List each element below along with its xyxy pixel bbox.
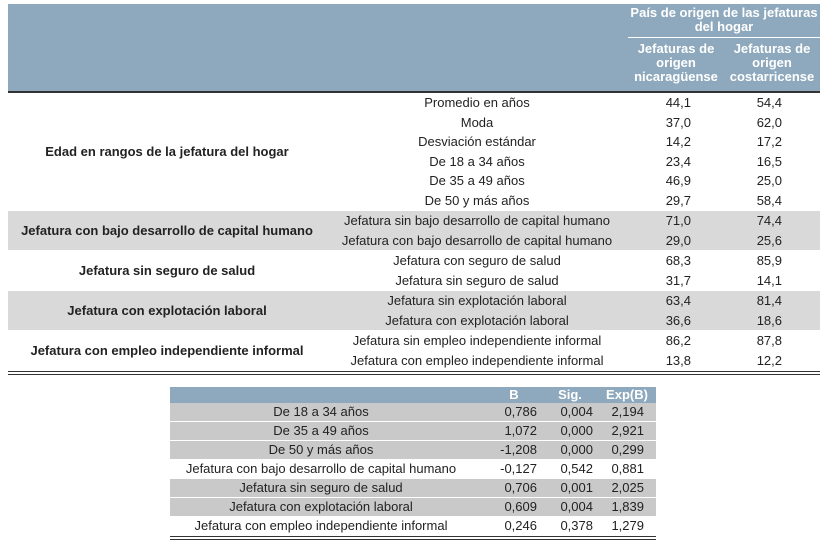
variable-group xyxy=(8,251,820,290)
variable-group xyxy=(8,291,820,330)
value-nicaraguan: 71,0 xyxy=(665,213,691,228)
value-costa-rican: 12,2 xyxy=(756,352,782,368)
exp-b-value: 1,839 xyxy=(611,499,644,514)
header-col-costa-rican: Jefaturas de origen costarricense xyxy=(729,41,815,84)
value-nicaraguan: 68,3 xyxy=(665,253,691,268)
group-label: Jefatura sin seguro de salud xyxy=(78,263,256,278)
header-divider xyxy=(628,37,820,38)
table-rule-bottom-double xyxy=(170,539,656,540)
value-nicaraguan: 37,0 xyxy=(665,114,691,130)
value-nicaraguan: 14,2 xyxy=(665,134,691,149)
sig-value: 0,000 xyxy=(560,442,593,457)
value-costa-rican: 54,4 xyxy=(756,95,782,110)
variable-label: De 18 a 34 años xyxy=(273,404,369,419)
value-nicaraguan: 86,2 xyxy=(665,333,691,348)
table-row xyxy=(170,441,656,460)
value-nicaraguan: 13,8 xyxy=(665,352,691,368)
profile-table-body xyxy=(8,93,820,370)
coef-b: 0,706 xyxy=(504,480,537,495)
regression-table-header xyxy=(170,387,656,403)
profile-table xyxy=(8,4,820,375)
sig-value: 0,001 xyxy=(560,480,593,495)
table-rule-bottom xyxy=(170,536,656,537)
value-nicaraguan: 23,4 xyxy=(665,153,691,169)
variable-group xyxy=(8,331,820,370)
table-row xyxy=(170,517,656,536)
category-label: Desviación estándar xyxy=(418,134,536,149)
category-label: Jefatura con empleo independiente informal xyxy=(350,352,604,368)
table-rule-bottom xyxy=(8,371,820,372)
variable-label: Jefatura con explotación laboral xyxy=(229,499,413,514)
value-nicaraguan: 29,0 xyxy=(665,232,691,248)
group-label: Edad en rangos de la jefatura del hogar xyxy=(45,144,289,159)
header-country-of-origin: País de origen de las jefaturas del hogar xyxy=(630,5,818,34)
value-nicaraguan: 63,4 xyxy=(665,293,691,308)
category-label: Jefatura sin empleo independiente informal xyxy=(352,333,602,348)
variable-label: Jefatura sin seguro de salud xyxy=(239,480,403,495)
value-costa-rican: 14,1 xyxy=(756,272,782,288)
table-rule-bottom-double xyxy=(8,374,820,375)
category-label: Jefatura sin seguro de salud xyxy=(395,272,559,288)
header-exp-b: Exp(B) xyxy=(606,387,648,402)
value-nicaraguan: 36,6 xyxy=(665,312,691,328)
value-costa-rican: 17,2 xyxy=(756,134,782,149)
value-nicaraguan: 29,7 xyxy=(665,192,691,208)
sig-value: 0,542 xyxy=(560,461,593,476)
value-nicaraguan: 31,7 xyxy=(665,272,691,288)
table-row xyxy=(170,479,656,498)
value-costa-rican: 85,9 xyxy=(756,253,782,268)
value-costa-rican: 62,0 xyxy=(756,114,782,130)
category-label: Promedio en años xyxy=(424,95,530,110)
exp-b-value: 2,025 xyxy=(611,480,644,495)
table-row xyxy=(170,460,656,479)
category-label: Jefatura sin explotación laboral xyxy=(387,293,567,308)
sig-value: 0,004 xyxy=(560,404,593,419)
category-label: Jefatura con bajo desarrollo de capital humano xyxy=(341,232,613,248)
value-costa-rican: 87,8 xyxy=(756,333,782,348)
sig-value: 0,378 xyxy=(560,518,593,533)
coef-b: 1,072 xyxy=(504,423,537,438)
sig-value: 0,004 xyxy=(560,499,593,514)
coef-b: -0,127 xyxy=(500,461,537,476)
coef-b: 0,786 xyxy=(504,404,537,419)
table-row xyxy=(170,403,656,422)
coef-b: 0,609 xyxy=(504,499,537,514)
exp-b-value: 0,299 xyxy=(611,442,644,457)
category-label: Jefatura con explotación laboral xyxy=(385,312,569,328)
category-label: Jefatura sin bajo desarrollo de capital humano xyxy=(344,213,610,228)
exp-b-value: 0,881 xyxy=(611,461,644,476)
header-b: B xyxy=(509,387,519,402)
profile-table-header xyxy=(8,4,820,91)
exp-b-value: 2,194 xyxy=(611,404,644,419)
category-label: Jefatura con seguro de salud xyxy=(393,253,561,268)
variable-label: Jefatura con bajo desarrollo de capital humano xyxy=(185,461,457,476)
table-row xyxy=(170,498,656,517)
value-costa-rican: 25,6 xyxy=(756,232,782,248)
coef-b: -1,208 xyxy=(500,442,537,457)
value-costa-rican: 74,4 xyxy=(756,213,782,228)
variable-group xyxy=(8,93,820,210)
header-col-nicaraguan: Jefaturas de origen nicaragüense xyxy=(634,41,718,84)
variable-group xyxy=(8,211,820,250)
value-costa-rican: 25,0 xyxy=(756,173,782,188)
regression-table-body xyxy=(170,403,656,536)
category-label: De 35 a 49 años xyxy=(429,173,525,188)
exp-b-value: 1,279 xyxy=(611,518,644,533)
variable-label: Jefatura con empleo independiente informal xyxy=(194,518,448,533)
value-costa-rican: 81,4 xyxy=(756,293,782,308)
category-label: De 50 y más años xyxy=(424,192,530,208)
sig-value: 0,000 xyxy=(560,423,593,438)
header-blank xyxy=(170,387,486,403)
header-sig: Sig. xyxy=(558,387,582,402)
variable-label: De 35 a 49 años xyxy=(273,423,369,438)
variable-label: De 50 y más años xyxy=(268,442,374,457)
value-costa-rican: 58,4 xyxy=(756,192,782,208)
group-label: Jefatura con empleo independiente informal xyxy=(30,343,304,358)
value-costa-rican: 16,5 xyxy=(756,153,782,169)
value-costa-rican: 18,6 xyxy=(756,312,782,328)
value-nicaraguan: 46,9 xyxy=(665,173,691,188)
category-label: De 18 a 34 años xyxy=(429,153,525,169)
regression-table xyxy=(170,387,656,540)
group-label: Jefatura con explotación laboral xyxy=(67,303,267,318)
group-label: Jefatura con bajo desarrollo de capital humano xyxy=(21,223,313,238)
category-label: Moda xyxy=(460,114,494,130)
table-row xyxy=(170,422,656,441)
exp-b-value: 2,921 xyxy=(611,423,644,438)
value-nicaraguan: 44,1 xyxy=(665,95,691,110)
coef-b: 0,246 xyxy=(504,518,537,533)
